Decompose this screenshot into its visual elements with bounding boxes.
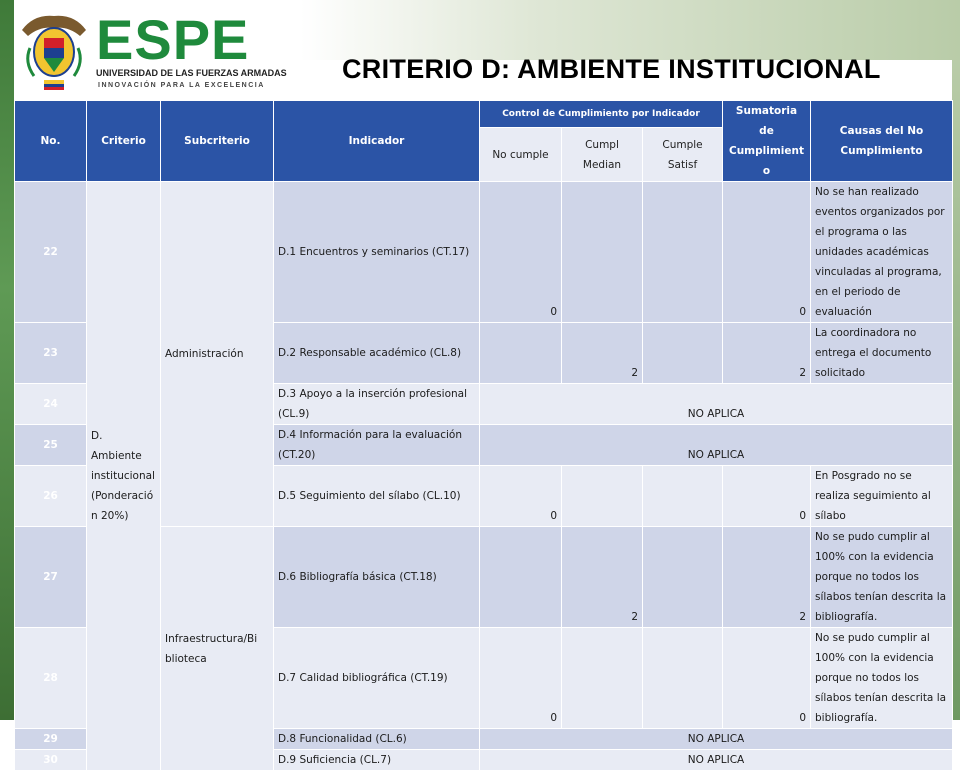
- row-number: 26: [15, 466, 87, 527]
- header-criterio: Criterio: [87, 101, 161, 182]
- logo-wordmark: ESPE: [96, 8, 250, 71]
- left-green-band: [0, 0, 14, 720]
- subcriterio-administracion: Administración: [161, 182, 274, 527]
- indicator-cell: D.5 Seguimiento del sílabo (CL.10): [274, 466, 480, 527]
- logo-subtitle: UNIVERSIDAD DE LAS FUERZAS ARMADAS: [96, 68, 287, 78]
- no-aplica-cell: NO APLICA: [480, 384, 953, 425]
- right-green-band: [952, 60, 960, 720]
- cumple-satisf-cell: [643, 466, 723, 527]
- cumpl-median-cell: [562, 182, 643, 323]
- criteria-table: [14, 100, 953, 771]
- header-control: Control de Cumplimiento por Indicador: [480, 101, 723, 128]
- indicator-cell: D.3 Apoyo a la inserción profesional (CL.9): [274, 384, 480, 425]
- header-causas: Causas del No Cumplimiento: [811, 101, 953, 182]
- sumatoria-cell: 0: [723, 182, 811, 323]
- no-cumple-cell: 0: [480, 628, 562, 729]
- row-number: 30: [15, 750, 87, 771]
- causa-cell: La coordinadora no entrega el documento solicitado: [811, 323, 953, 384]
- indicator-cell: D.8 Funcionalidad (CL.6): [274, 729, 480, 750]
- sumatoria-cell: 0: [723, 628, 811, 729]
- logo-tagline: INNOVACIÓN PARA LA EXCELENCIA: [98, 82, 265, 89]
- cumpl-median-cell: [562, 466, 643, 527]
- table-row: [15, 182, 953, 323]
- criterio-cell: D. Ambiente institucional (Ponderació n 20%): [87, 182, 161, 771]
- sumatoria-cell: 2: [723, 323, 811, 384]
- coat-of-arms-icon: [22, 16, 86, 90]
- row-number: 29: [15, 729, 87, 750]
- causa-cell: En Posgrado no se realiza seguimiento al sílabo: [811, 466, 953, 527]
- indicator-cell: D.6 Bibliografía básica (CT.18): [274, 527, 480, 628]
- header-cumple-satisf: Cumple Satisf: [643, 128, 723, 182]
- header-sumatoria: Sumatoria de Cumplimient o: [723, 101, 811, 182]
- indicator-cell: D.1 Encuentros y seminarios (CT.17): [274, 182, 480, 323]
- no-cumple-cell: 0: [480, 466, 562, 527]
- header-gradient: [300, 0, 960, 60]
- no-aplica-cell: NO APLICA: [480, 425, 953, 466]
- row-number: 24: [15, 384, 87, 425]
- causa-cell: No se pudo cumplir al 100% con la evidencia porque no todos los sílabos tenían descrita la bibliografía.: [811, 628, 953, 729]
- indicator-cell: D.7 Calidad bibliográfica (CT.19): [274, 628, 480, 729]
- no-aplica-cell: NO APLICA: [480, 729, 953, 750]
- causa-cell: No se pudo cumplir al 100% con la evidencia porque no todos los sílabos tenían descrita la bibliografía.: [811, 527, 953, 628]
- header-no-cumple: No cumple: [480, 128, 562, 182]
- cumple-satisf-cell: [643, 527, 723, 628]
- causa-cell: No se han realizado eventos organizados por el programa o las unidades académicas vinculadas al programa, en el periodo de evaluación: [811, 182, 953, 323]
- espe-logo: [14, 0, 300, 100]
- no-aplica-cell: NO APLICA: [480, 750, 953, 771]
- cumpl-median-cell: 2: [562, 527, 643, 628]
- sumatoria-cell: 2: [723, 527, 811, 628]
- row-number: 28: [15, 628, 87, 729]
- row-number: 22: [15, 182, 87, 323]
- row-number: 25: [15, 425, 87, 466]
- page-title: CRITERIO D: AMBIENTE INSTITUCIONAL: [342, 54, 881, 84]
- sumatoria-cell: 0: [723, 466, 811, 527]
- row-number: 23: [15, 323, 87, 384]
- cumple-satisf-cell: [643, 628, 723, 729]
- cumple-satisf-cell: [643, 323, 723, 384]
- cumpl-median-cell: 2: [562, 323, 643, 384]
- row-number: 27: [15, 527, 87, 628]
- indicator-cell: D.2 Responsable académico (CL.8): [274, 323, 480, 384]
- subcriterio-infraestructura: Infraestructura/Bi blioteca: [161, 527, 274, 771]
- header-no: No.: [15, 101, 87, 182]
- no-cumple-cell: [480, 527, 562, 628]
- indicator-cell: D.9 Suficiencia (CL.7): [274, 750, 480, 771]
- header-cumpl-median: Cumpl Median: [562, 128, 643, 182]
- cumpl-median-cell: [562, 628, 643, 729]
- no-cumple-cell: [480, 323, 562, 384]
- indicator-cell: D.4 Información para la evaluación (CT.20): [274, 425, 480, 466]
- cumple-satisf-cell: [643, 182, 723, 323]
- no-cumple-cell: 0: [480, 182, 562, 323]
- header-indicador: Indicador: [274, 101, 480, 182]
- header-subcriterio: Subcriterio: [161, 101, 274, 182]
